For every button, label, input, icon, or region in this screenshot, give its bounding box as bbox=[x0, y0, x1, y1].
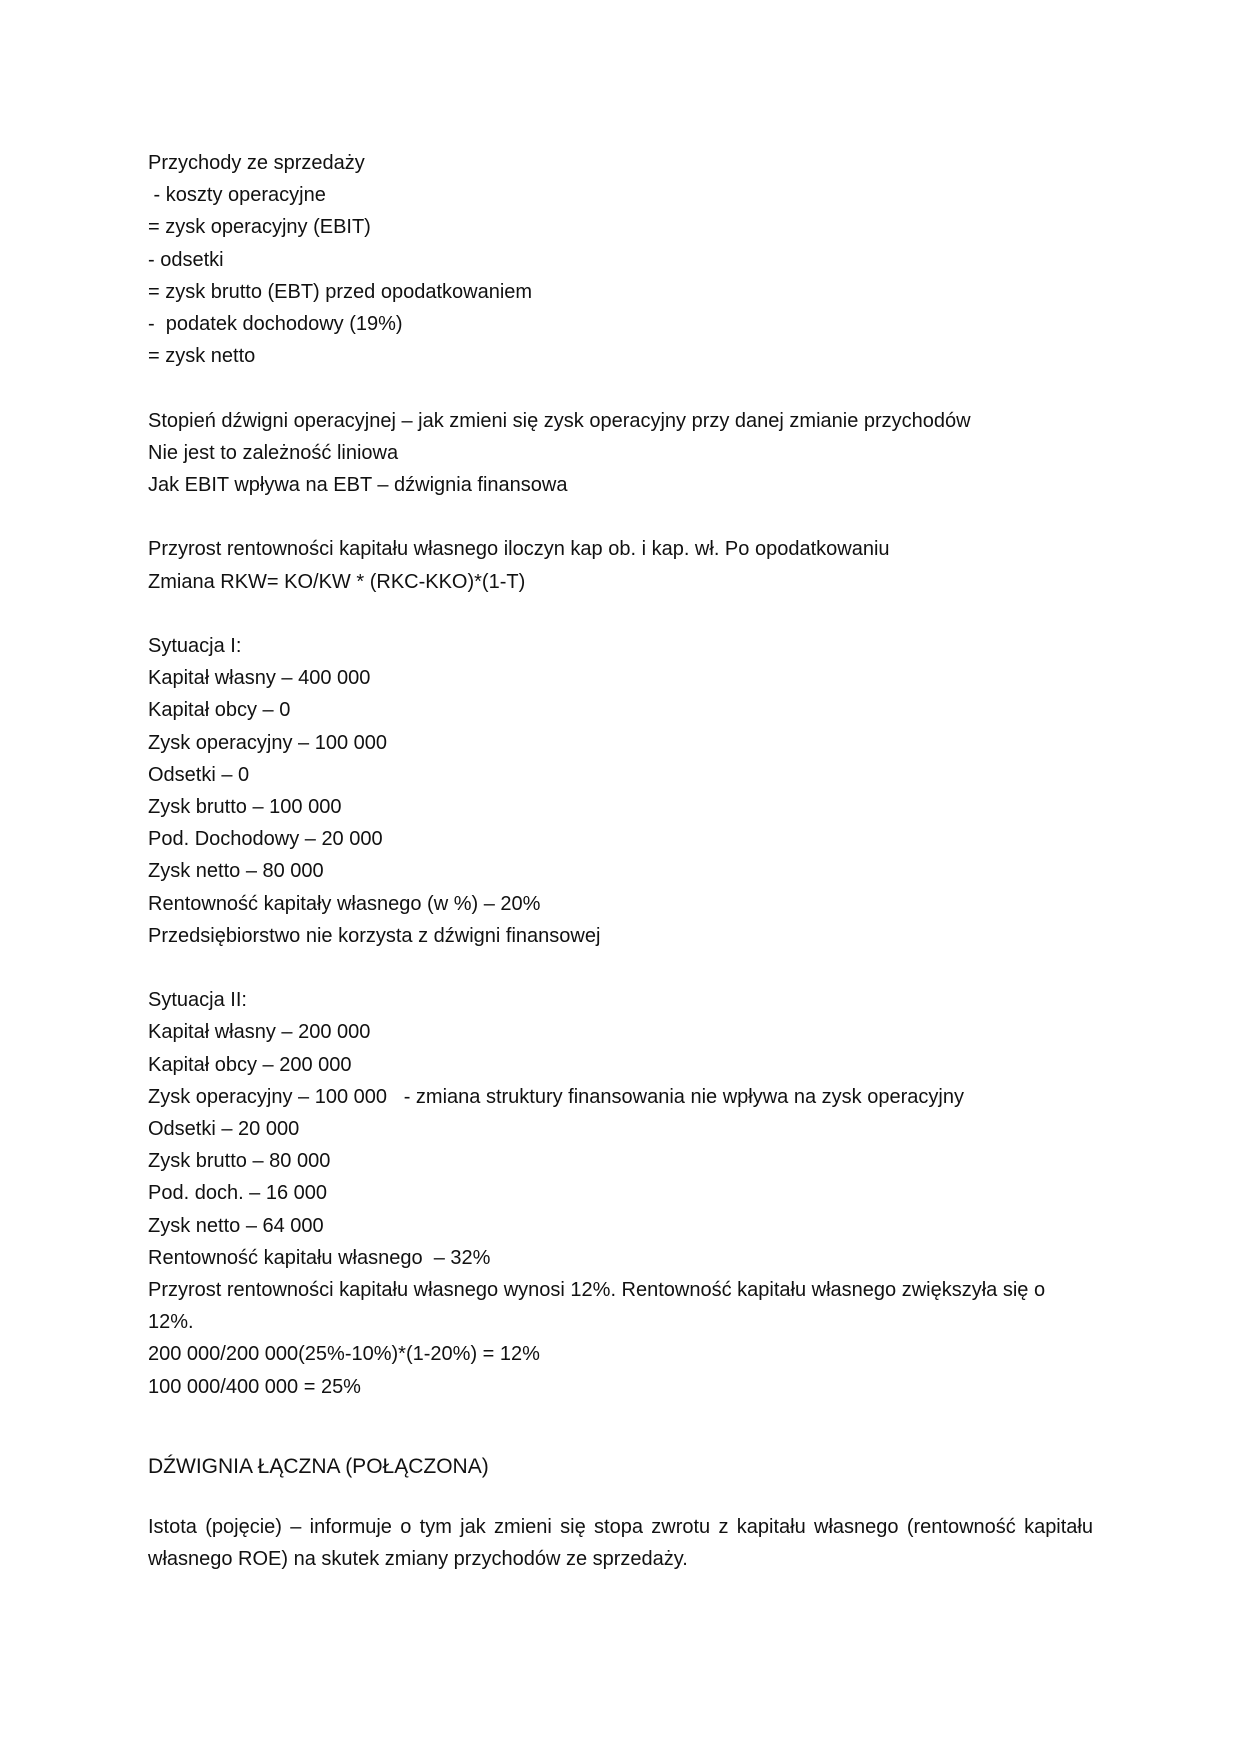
leverage-notes bbox=[148, 405, 1093, 502]
text-line: - podatek dochodowy (19%) bbox=[148, 313, 403, 336]
situation-2 bbox=[148, 984, 1093, 1403]
text-line: = zysk netto bbox=[148, 345, 256, 368]
text-line: Pod. Dochodowy – 20 000 bbox=[148, 828, 383, 851]
text-line: Rentowność kapitały własnego (w %) – 20% bbox=[148, 892, 541, 915]
situation-1 bbox=[148, 630, 1093, 952]
text-line: Zysk brutto – 100 000 bbox=[148, 796, 342, 819]
text-line: 100 000/400 000 = 25% bbox=[148, 1375, 361, 1398]
growth-statement: Przyrost rentowności kapitału własnego wynosi 12%. Rentowność kapitału własnego zwiększyła się o 12%. bbox=[148, 1279, 1046, 1334]
text-line: Sytuacja II: bbox=[148, 989, 247, 1012]
text-line: Kapitał obcy – 0 bbox=[148, 699, 291, 722]
text-line: = zysk brutto (EBT) przed opodatkowaniem bbox=[148, 280, 533, 303]
text-line: Przychody ze sprzedaży bbox=[148, 152, 365, 174]
text-line: Sytuacja I: bbox=[148, 635, 242, 657]
income-statement bbox=[148, 147, 1093, 372]
text-line: Zysk operacyjny – 100 000 - zmiana struktury finansowania nie wpływa na zysk operacyjny bbox=[148, 1085, 964, 1108]
definition-paragraph: Istota (pojęcie) – informuje o tym jak zmieni się stopa zwrotu z kapitału własnego (rentowność kapitału własnego ROE) na skutek zmiany przychodów ze sprzedaży. bbox=[148, 1516, 1093, 1571]
text-line: Przedsiębiorstwo nie korzysta z dźwigni finansowej bbox=[148, 924, 601, 947]
text-line: Zysk netto – 80 000 bbox=[148, 860, 324, 883]
text-line: Pod. doch. – 16 000 bbox=[148, 1182, 328, 1205]
text-line: Nie jest to zależność liniowa bbox=[148, 441, 399, 464]
text-line: Stopień dźwigni operacyjnej – jak zmieni się zysk operacyjny przy danej zmianie przychodów bbox=[148, 409, 971, 432]
text-line: Rentowność kapitału własnego – 32% bbox=[148, 1246, 491, 1269]
text-line: Zmiana RKW= KO/KW * (RKC-KKO)*(1-T) bbox=[148, 570, 526, 593]
document-page bbox=[148, 147, 1093, 1575]
rkw-formula bbox=[148, 533, 1093, 597]
text-line: Jak EBIT wpływa na EBT – dźwignia finansowa bbox=[148, 474, 568, 497]
section-heading: DŹWIGNIA ŁĄCZNA (POŁĄCZONA) bbox=[148, 1454, 489, 1478]
text-line: = zysk operacyjny (EBIT) bbox=[148, 216, 371, 239]
text-line: Przyrost rentowności kapitału własnego iloczyn kap ob. i kap. wł. Po opodatkowaniu bbox=[148, 538, 890, 561]
text-line: Zysk netto – 64 000 bbox=[148, 1214, 324, 1237]
text-line: - odsetki bbox=[148, 248, 224, 271]
text-line: 200 000/200 000(25%-10%)*(1-20%) = 12% bbox=[148, 1343, 540, 1366]
text-line: Kapitał własny – 200 000 bbox=[148, 1021, 371, 1044]
text-line: Kapitał obcy – 200 000 bbox=[148, 1053, 352, 1076]
text-line: Kapitał własny – 400 000 bbox=[148, 667, 371, 690]
text-line: Odsetki – 20 000 bbox=[148, 1118, 300, 1141]
text-line: - koszty operacyjne bbox=[148, 184, 326, 207]
text-line: Zysk operacyjny – 100 000 bbox=[148, 731, 388, 754]
text-line: Odsetki – 0 bbox=[148, 763, 250, 786]
text-line: Zysk brutto – 80 000 bbox=[148, 1150, 331, 1173]
